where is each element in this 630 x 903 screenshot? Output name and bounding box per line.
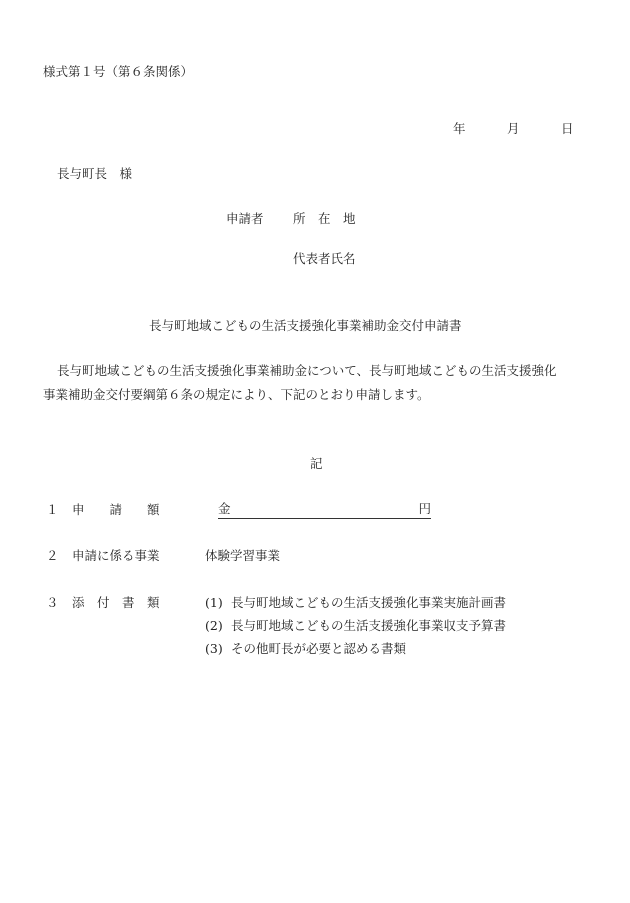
item-1-label: 申 請 額 (72, 502, 160, 517)
amount-prefix: 金 (218, 501, 231, 516)
body-line-2: 事業補助金交付要綱第６条の規定により、下記のとおり申請します。 (43, 387, 430, 402)
form-number: 様式第１号（第６条関係） (43, 64, 194, 79)
item-2-number: ２ (46, 548, 59, 563)
amount-suffix: 円 (418, 501, 431, 516)
doc-1-text: 長与町地域こどもの生活支援強化事業実施計画書 (231, 595, 507, 610)
date-day: 日 (561, 121, 574, 136)
representative-label: 代表者氏名 (293, 251, 356, 266)
doc-3-number: (3) (205, 641, 223, 656)
doc-3-text: その他町長が必要と認める書類 (231, 641, 407, 656)
date-year: 年 (453, 121, 466, 136)
amount-field (218, 503, 431, 519)
date-month: 月 (507, 121, 520, 136)
ki-heading: 記 (310, 456, 323, 471)
item-3-label: 添 付 書 類 (72, 595, 160, 610)
item-2-label: 申請に係る事業 (72, 548, 160, 563)
item-2-value: 体験学習事業 (205, 548, 281, 563)
item-3-number: ３ (46, 595, 59, 610)
applicant-label: 申請者 (226, 211, 264, 226)
doc-2-number: (2) (205, 618, 223, 633)
address-label: 所 在 地 (293, 211, 356, 226)
addressee: 長与町長 様 (57, 166, 133, 181)
doc-2-text: 長与町地域こどもの生活支援強化事業収支予算書 (231, 618, 507, 633)
doc-1-number: (1) (205, 595, 223, 610)
document-title: 長与町地域こどもの生活支援強化事業補助金交付申請書 (149, 318, 462, 333)
body-line-1: 長与町地域こどもの生活支援強化事業補助金について、長与町地域こどもの生活支援強化 (57, 363, 557, 378)
item-1-number: １ (46, 502, 59, 517)
